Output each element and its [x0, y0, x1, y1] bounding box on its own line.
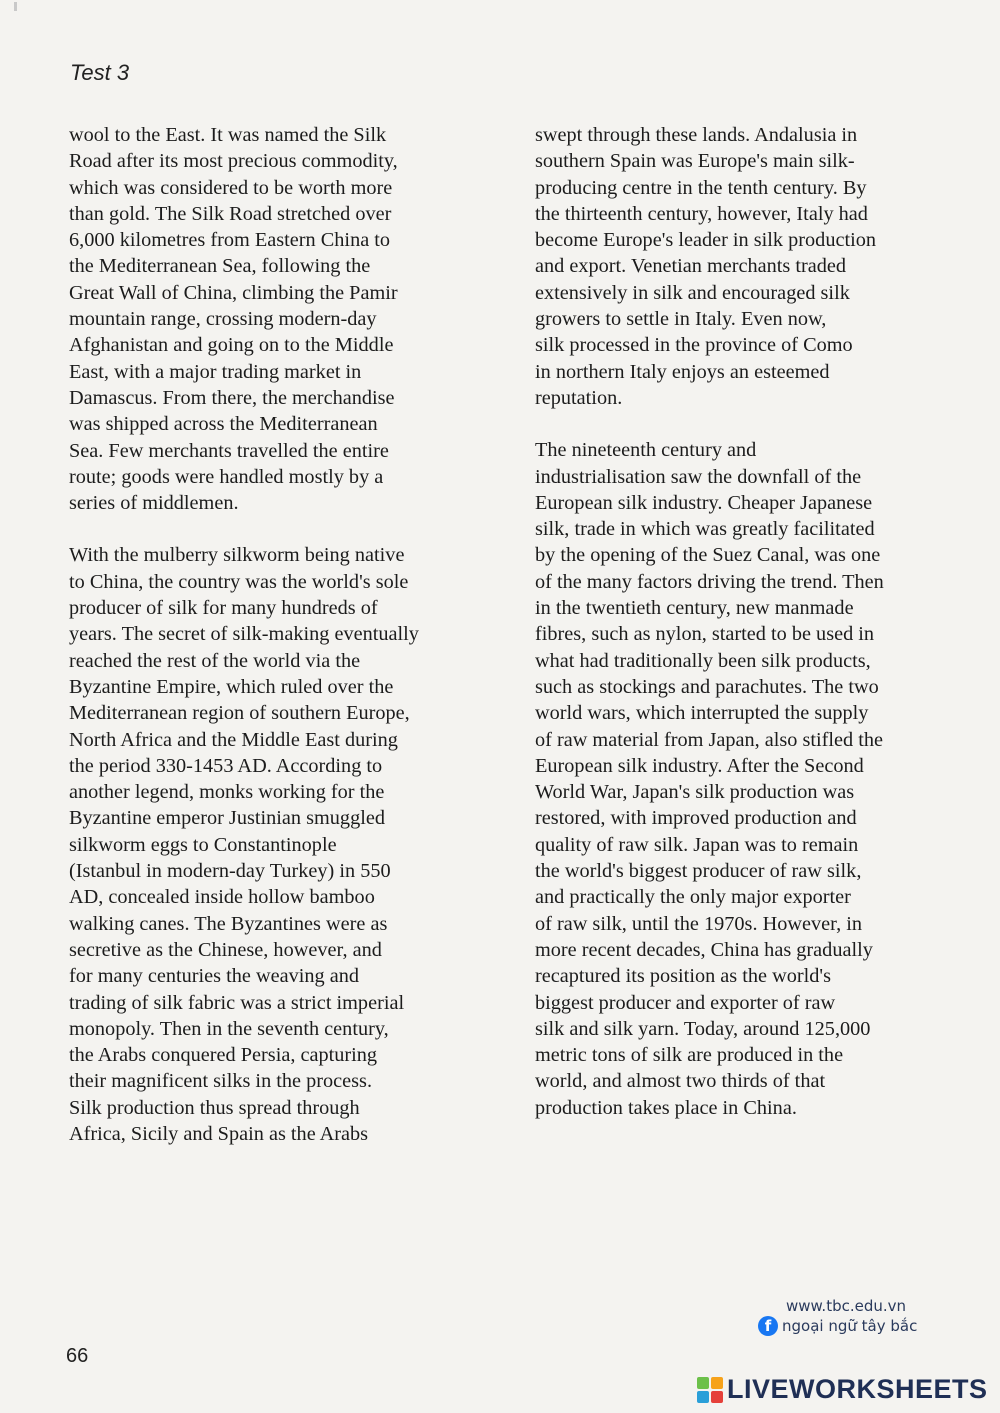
- text-line: Byzantine Empire, which ruled over the: [69, 675, 394, 698]
- text-line: Road after its most precious commodity,: [69, 150, 398, 173]
- text-line: reputation.: [535, 386, 623, 409]
- left-column: [69, 122, 504, 1173]
- text-line: of the many factors driving the trend. Then: [535, 570, 884, 593]
- brand-name: LIVEWORKSHEETS: [727, 1374, 988, 1404]
- text-line: restored, with improved production and: [535, 807, 857, 830]
- text-line: what had traditionally been silk products,: [535, 649, 871, 672]
- text-line: more recent decades, China has gradually: [535, 938, 873, 961]
- text-line: for many centuries the weaving and: [69, 965, 360, 988]
- text-line: the Mediterranean Sea, following the: [69, 255, 371, 278]
- text-line: silkworm eggs to Constantinople: [69, 833, 337, 856]
- text-line: the Arabs conquered Persia, capturing: [69, 1044, 378, 1067]
- text-line: the period 330-1453 AD. According to: [69, 754, 383, 777]
- text-line: world, and almost two thirds of that: [535, 1070, 826, 1093]
- text-line: another legend, monks working for the: [69, 781, 385, 804]
- credit-name: ngoại ngữ tây bắc: [782, 1317, 918, 1335]
- text-line: silk, trade in which was greatly facilitated: [535, 518, 875, 541]
- text-line: Great Wall of China, climbing the Pamir: [69, 281, 398, 304]
- text-line: metric tons of silk are produced in the: [535, 1044, 844, 1067]
- text-line: the thirteenth century, however, Italy had: [535, 202, 868, 225]
- text-line: southern Spain was Europe's main silk-: [535, 150, 855, 173]
- text-line: by the opening of the Suez Canal, was one: [535, 544, 881, 567]
- text-line: of raw material from Japan, also stifled the: [535, 728, 884, 751]
- publisher-credit: [758, 1296, 917, 1336]
- text-line: years. The secret of silk-making eventually: [69, 623, 419, 646]
- text-line: European silk industry. Cheaper Japanese: [535, 491, 873, 514]
- text-line: fibres, such as nylon, started to be used in: [535, 623, 875, 646]
- text-line: monopoly. Then in the seventh century,: [69, 1017, 389, 1040]
- liveworksheets-brand[interactable]: [697, 1374, 988, 1405]
- text-line: their magnificent silks in the process.: [69, 1070, 373, 1093]
- text-line: producing centre in the tenth century. By: [535, 176, 867, 199]
- text-line: Silk production thus spread through: [69, 1096, 360, 1119]
- text-line: producer of silk for many hundreds of: [69, 597, 378, 620]
- text-line: the world's biggest producer of raw silk,: [535, 860, 862, 883]
- text-line: swept through these lands. Andalusia in: [535, 124, 858, 146]
- text-line: and export. Venetian merchants traded: [535, 255, 847, 278]
- text-line: mountain range, crossing modern-day: [69, 308, 377, 331]
- text-line: With the mulberry silkworm being native: [69, 544, 405, 567]
- text-line: extensively in silk and encouraged silk: [535, 281, 850, 304]
- text-line: which was considered to be worth more: [69, 176, 393, 199]
- scan-speck: [14, 2, 17, 11]
- text-line: and practically the only major exporter: [535, 886, 851, 909]
- running-header: Test 3: [70, 60, 130, 85]
- text-line: European silk industry. After the Second: [535, 754, 864, 777]
- facebook-icon[interactable]: f: [758, 1316, 778, 1336]
- paragraph: [535, 437, 975, 1121]
- text-line: in the twentieth century, new manmade: [535, 597, 854, 620]
- text-line: route; goods were handled mostly by a: [69, 465, 384, 488]
- text-line: 6,000 kilometres from Eastern China to: [69, 229, 391, 252]
- text-line: East, with a major trading market in: [69, 360, 362, 383]
- right-column: [535, 122, 975, 1147]
- text-line: become Europe's leader in silk production: [535, 229, 877, 252]
- paragraph: [535, 122, 975, 411]
- text-line: series of middlemen.: [69, 492, 239, 515]
- text-line: Mediterranean region of southern Europe,: [69, 702, 410, 725]
- paragraph: [69, 542, 504, 1147]
- text-line: such as stockings and parachutes. The two: [535, 675, 879, 698]
- text-line: biggest producer and exporter of raw: [535, 991, 836, 1014]
- text-line: industrialisation saw the downfall of the: [535, 465, 862, 488]
- text-line: reached the rest of the world via the: [69, 649, 361, 672]
- text-line: in northern Italy enjoys an esteemed: [535, 360, 830, 383]
- page-number: 66: [66, 1345, 89, 1367]
- text-line: secretive as the Chinese, however, and: [69, 938, 382, 961]
- text-line: Byzantine emperor Justinian smuggled: [69, 807, 385, 830]
- text-line: quality of raw silk. Japan was to remain: [535, 833, 859, 856]
- text-line: (Istanbul in modern-day Turkey) in 550: [69, 860, 391, 883]
- text-line: The nineteenth century and: [535, 439, 757, 462]
- liveworksheets-logo-icon: [697, 1377, 723, 1403]
- text-line: was shipped across the Mediterranean: [69, 413, 378, 436]
- text-line: than gold. The Silk Road stretched over: [69, 202, 392, 225]
- paragraph: [69, 122, 504, 516]
- credit-url[interactable]: www.tbc.edu.vn: [786, 1297, 907, 1315]
- text-line: AD, concealed inside hollow bamboo: [69, 886, 375, 909]
- text-line: wool to the East. It was named the Silk: [69, 124, 387, 146]
- text-line: Africa, Sicily and Spain as the Arabs: [69, 1122, 369, 1145]
- text-line: walking canes. The Byzantines were as: [69, 912, 388, 935]
- text-line: of raw silk, until the 1970s. However, in: [535, 912, 863, 935]
- text-line: recaptured its position as the world's: [535, 965, 831, 988]
- text-line: trading of silk fabric was a strict imperial: [69, 991, 405, 1014]
- text-line: Sea. Few merchants travelled the entire: [69, 439, 389, 462]
- text-line: silk processed in the province of Como: [535, 334, 853, 357]
- text-line: Afghanistan and going on to the Middle: [69, 334, 394, 357]
- text-line: silk and silk yarn. Today, around 125,000: [535, 1017, 871, 1040]
- text-line: Damascus. From there, the merchandise: [69, 386, 395, 409]
- text-line: to China, the country was the world's sole: [69, 570, 409, 593]
- text-line: North Africa and the Middle East during: [69, 728, 398, 751]
- text-line: world wars, which interrupted the supply: [535, 702, 869, 725]
- text-line: World War, Japan's silk production was: [535, 781, 855, 804]
- text-line: production takes place in China.: [535, 1096, 797, 1119]
- text-line: growers to settle in Italy. Even now,: [535, 308, 827, 331]
